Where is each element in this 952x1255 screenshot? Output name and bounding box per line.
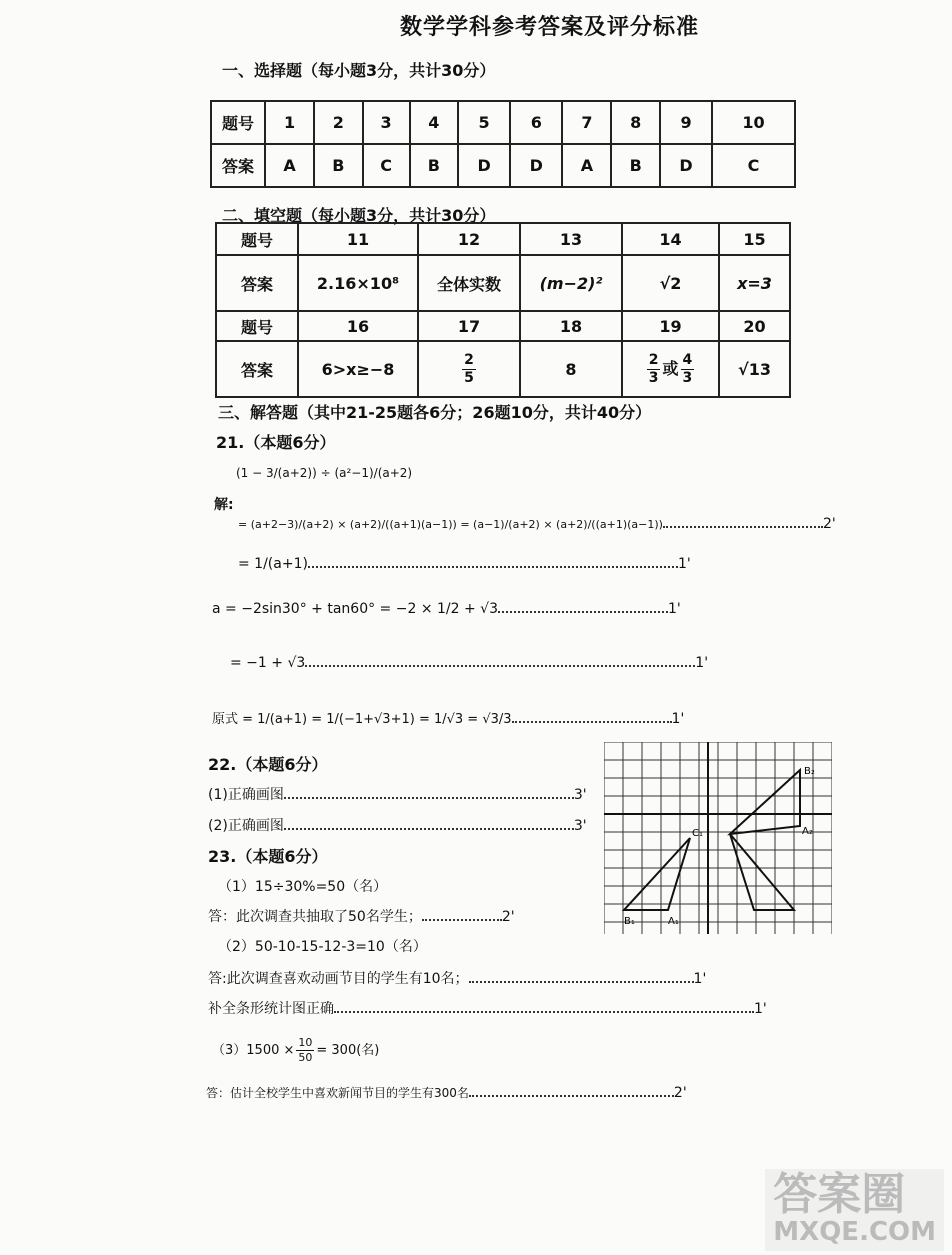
q21-title: 21.（本题6分） xyxy=(216,433,336,452)
q21-step5 xyxy=(212,708,684,727)
dotted-leader xyxy=(498,611,668,613)
a-cell-fraction xyxy=(622,341,719,397)
step-text: (1)正确画图 xyxy=(208,787,284,803)
q23-line7 xyxy=(206,1084,687,1101)
q-cell: 10 xyxy=(712,101,795,144)
fraction-numerator: 10 xyxy=(298,1036,313,1049)
fill-answer-table xyxy=(215,222,791,398)
q-cell: 20 xyxy=(719,311,790,341)
score-mark: 1' xyxy=(693,971,707,987)
dotted-leader xyxy=(308,566,678,568)
fraction-denominator: 3 xyxy=(648,369,659,386)
q22-grid-figure xyxy=(604,742,832,934)
watermark-url: MXQE.COM xyxy=(773,1217,936,1247)
a-cell: D xyxy=(510,144,562,187)
q23-line4 xyxy=(208,968,706,988)
a-cell: 全体实数 xyxy=(418,255,520,311)
score-mark: 1' xyxy=(671,711,685,727)
q-cell: 13 xyxy=(520,223,622,255)
q-cell: 1 xyxy=(265,101,314,144)
triangle-a2b2 xyxy=(730,770,800,834)
a-cell: x=3 xyxy=(719,255,790,311)
q-cell: 18 xyxy=(520,311,622,341)
a-cell: A xyxy=(562,144,611,187)
q23-line2 xyxy=(208,906,515,926)
q-cell: 11 xyxy=(298,223,418,255)
a-cell: B xyxy=(314,144,362,187)
a-cell: 8 xyxy=(520,341,622,397)
a-cell: √13 xyxy=(719,341,790,397)
a-cell: B xyxy=(410,144,458,187)
q21-step4 xyxy=(230,655,708,671)
q22-title: 22.（本题6分） xyxy=(208,755,328,774)
dotted-leader xyxy=(422,919,502,921)
score-mark: 2' xyxy=(673,1085,687,1101)
label-c1: C₁ xyxy=(692,828,703,839)
section2-heading: 二、填空题（每小题3分，共计30分） xyxy=(222,206,496,225)
row-label-answer: 答案 xyxy=(211,144,265,187)
q-cell: 6 xyxy=(510,101,562,144)
step-text: = (a+2−3)/(a+2) × (a+2)/((a+1)(a−1)) = (a−1)/(a+2) × (a+2)/((a+1)(a−1)) xyxy=(238,518,663,531)
label-b2: B₂ xyxy=(804,766,815,777)
or-text: 或 xyxy=(662,358,679,378)
fraction-denominator: 50 xyxy=(298,1051,313,1064)
step-text: = 300(名) xyxy=(316,1043,380,1058)
q-cell: 14 xyxy=(622,223,719,255)
watermark-text: 答案圈 xyxy=(773,1169,906,1220)
q23-line3: （2）50-10-15-12-3=10（名） xyxy=(218,939,427,955)
q-cell: 15 xyxy=(719,223,790,255)
q21-step2 xyxy=(238,556,691,572)
a-cell: 2.16×10⁸ xyxy=(298,255,418,311)
score-mark: 3' xyxy=(573,787,587,803)
fraction-denominator: 3 xyxy=(682,369,693,386)
step-text: 补全条形统计图正确 xyxy=(208,1001,334,1017)
step-text: = 1/(a+1) xyxy=(238,556,308,572)
a-cell: C xyxy=(712,144,795,187)
q21-expression: (1 − 3/(a+2)) ÷ (a²−1)/(a+2) xyxy=(236,466,413,480)
label-b1: B₁ xyxy=(624,916,635,927)
fraction-numerator: 2 xyxy=(648,351,659,368)
dotted-leader xyxy=(305,665,695,667)
step-text: 原式 = 1/(a+1) = 1/(−1+√3+1) = 1/√3 = √3/3 xyxy=(212,712,512,727)
row-label-answer: 答案 xyxy=(216,341,298,397)
score-mark: 1' xyxy=(677,556,691,572)
label-a1: A₁ xyxy=(668,916,679,927)
row-label-answer: 答案 xyxy=(216,255,298,311)
row-label-question: 题号 xyxy=(216,311,298,341)
watermark-logo xyxy=(765,1169,944,1251)
q-cell: 9 xyxy=(660,101,712,144)
score-mark: 1' xyxy=(695,655,709,671)
a-cell: D xyxy=(458,144,510,187)
section1-heading: 一、选择题（每小题3分，共计30分） xyxy=(222,61,496,80)
q23-line6 xyxy=(212,1036,379,1065)
a-cell: A xyxy=(265,144,314,187)
dotted-leader xyxy=(469,981,694,983)
a-cell: 6>x≥−8 xyxy=(298,341,418,397)
section3-heading: 三、解答题（其中21-25题各6分；26题10分，共计40分） xyxy=(218,403,652,422)
fraction-numerator: 2 xyxy=(464,351,474,368)
row-label-question: 题号 xyxy=(216,223,298,255)
row-label-question: 题号 xyxy=(211,101,265,144)
a-cell-fraction xyxy=(418,341,520,397)
step-text: a = −2sin30° + tan60° = −2 × 1/2 + √3 xyxy=(212,601,498,617)
label-a2: A₂ xyxy=(802,826,813,837)
q23-line5 xyxy=(208,998,767,1018)
a-cell: √2 xyxy=(622,255,719,311)
dotted-leader xyxy=(334,1011,754,1013)
q-cell: 3 xyxy=(363,101,410,144)
triangle-rotated xyxy=(730,834,794,910)
step-text: = −1 + √3 xyxy=(230,655,306,671)
q-cell: 8 xyxy=(611,101,659,144)
q-cell: 2 xyxy=(314,101,362,144)
a-cell: (m−2)² xyxy=(520,255,622,311)
step-text: 答：此次调查共抽取了50名学生； xyxy=(208,909,422,925)
q-cell: 12 xyxy=(418,223,520,255)
a-cell: D xyxy=(660,144,712,187)
dotted-leader xyxy=(284,828,574,830)
score-mark: 1' xyxy=(668,601,681,617)
dotted-leader xyxy=(663,526,823,528)
q-cell: 19 xyxy=(622,311,719,341)
q23-title: 23.（本题6分） xyxy=(208,847,328,866)
q22-line1 xyxy=(208,784,587,804)
score-mark: 1' xyxy=(754,1001,767,1017)
dotted-leader xyxy=(512,721,672,723)
page-title: 数学学科参考答案及评分标准 xyxy=(400,14,700,40)
q23-line1: （1）15÷30%=50（名） xyxy=(218,879,388,895)
q-cell: 16 xyxy=(298,311,418,341)
score-mark: 2' xyxy=(822,516,836,532)
score-mark: 2' xyxy=(501,909,515,925)
dotted-leader xyxy=(284,797,574,799)
q-cell: 17 xyxy=(418,311,520,341)
a-cell: B xyxy=(611,144,659,187)
dotted-leader xyxy=(469,1095,674,1097)
q21-step3 xyxy=(212,601,681,617)
fraction-denominator: 5 xyxy=(464,369,474,386)
step-text: (2)正确画图 xyxy=(208,818,284,834)
choice-answer-table xyxy=(210,100,796,188)
q-cell: 5 xyxy=(458,101,510,144)
step-text: 答:此次调查喜欢动画节目的学生有10名； xyxy=(208,971,469,987)
step-text: 答：估计全校学生中喜欢新闻节目的学生有300名 xyxy=(206,1086,469,1100)
q22-line2 xyxy=(208,815,587,835)
q21-step1 xyxy=(238,516,836,532)
fraction-numerator: 4 xyxy=(682,351,693,368)
q21-jie: 解: xyxy=(214,497,234,513)
score-mark: 3' xyxy=(573,818,587,834)
a-cell: C xyxy=(363,144,410,187)
step-text: （3）1500 × xyxy=(212,1043,295,1058)
q-cell: 7 xyxy=(562,101,611,144)
q-cell: 4 xyxy=(410,101,458,144)
